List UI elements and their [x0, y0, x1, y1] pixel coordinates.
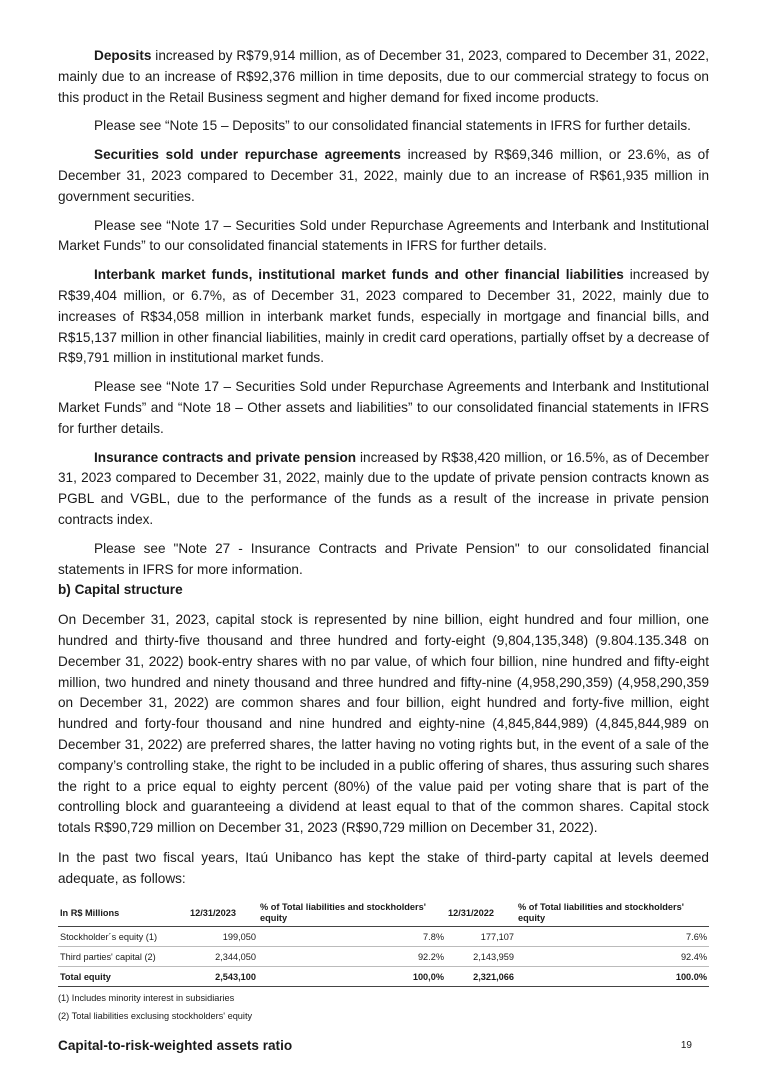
deposits-text: increased by R$79,914 million, as of December 31, 2023, compared to December 31, 2022, mainly due to an increase of R$92,376 million in time deposits, due to our commercial strategy to focus on this product in the Retail Business segment and higher demand for fixed income products. — [58, 48, 709, 105]
page-number: 19 — [680, 1040, 692, 1051]
table-cell: 92.2% — [258, 947, 446, 967]
ratio-heading: Capital-to-risk-weighted assets ratio — [58, 1038, 293, 1054]
table-footnote: (2) Total liabilities exclusing stockholders' equity — [58, 1011, 253, 1022]
table-cell: 2,143,959 — [446, 947, 516, 967]
table-header: In R$ Millions — [58, 899, 188, 927]
deposits-note: Please see “Note 15 – Deposits” to our consolidated financial statements in IFRS for further details. — [94, 118, 691, 134]
table-cell: Third parties' capital (2) — [58, 947, 188, 967]
securities-lead: Securities sold under repurchase agreements — [94, 147, 401, 163]
table-cell: 7.8% — [258, 927, 446, 947]
table-cell: 2,321,066 — [446, 967, 516, 987]
table-header: % of Total liabilities and stockholders' equity — [258, 899, 446, 927]
table-cell: Stockholder´s equity (1) — [58, 927, 188, 947]
table-cell: 100.0% — [516, 967, 709, 987]
capital-structure-heading: b) Capital structure — [58, 582, 183, 598]
document-page — [58, 46, 709, 1053]
capital-structure-paragraph: On December 31, 2023, capital stock is represented by nine billion, eight hundred and four million, one hundred and thirty-five thousand and three hundred and forty-eight (9,804,135,348) (9.804.135.348 on December 31, 2022) book-entry shares with no par value, of which four billion, nine hundred and fifty-eight million, two hundred and ninety thousand and three hundred and fifty-nine (4,958,290,359) (4,958,290,359 on December 31, 2022) are common shares and four billion, eight hundred and forty-five million, eight hundred and forty-four thousand and nine hundred and eighty-nine (4,845,844,989) (4,845,844,989 on December 31, 2022) are preferred shares, the latter having no voting rights but, in the event of a sale of the company’s controlling stake, the right to be included in a public offering of shares, thus assuring such shares the right to a price equal to eighty percent (80%) of the value paid per voting share that is part of the controlling block and guaranteeing a dividend at least equal to that of the common shares. Capital stock totals R$90,729 million on December 31, 2023 (R$90,729 million on December 31, 2022). — [58, 612, 709, 836]
interbank-paragraph — [58, 265, 709, 369]
interbank-note: Please see “Note 17 – Securities Sold under Repurchase Agreements and Interbank and Institutional Market Funds” and “Note 18 – Other assets and liabilities” to our consolidated financial statements in IFRS for further details. — [58, 379, 709, 436]
table-total-row — [58, 967, 709, 987]
deposits-lead: Deposits — [94, 48, 152, 63]
table-row — [58, 947, 709, 967]
insurance-note: Please see "Note 27 - Insurance Contracts and Private Pension" to our consolidated financial statements in IFRS for more information. — [58, 540, 709, 577]
table-cell: 2,344,050 — [188, 947, 258, 967]
table-cell: 100,0% — [258, 967, 446, 987]
table-header: 12/31/2023 — [188, 899, 258, 927]
interbank-text: increased by R$39,404 million, or 6.7%, as of December 31, 2023 compared to December 31, 2022, mainly due to increases of R$34,058 million in interbank market funds, especially in mortgage and financial bills, and R$15,137 million in other financial liabilities, mainly in credit card operations, partially offset by a decrease of R$9,791 million in institutional market funds. — [58, 267, 710, 366]
insurance-text: increased by R$38,420 million, or 16.5%, as of December 31, 2023 compared to December 31, 2022, mainly due to the update of private pension contracts known as PGBL and VGBL, due to the performance of the funds as a result of the increase in private pension contracts index. — [58, 449, 709, 527]
table-cell: 2,543,100 — [188, 967, 258, 987]
insurance-paragraph — [58, 448, 709, 531]
table-cell: 7.6% — [516, 927, 709, 947]
table-cell: 92.4% — [516, 947, 709, 967]
table-row — [58, 927, 709, 947]
insurance-lead: Insurance contracts and private pension — [94, 449, 357, 465]
securities-text: increased by R$69,346 million, or 23.6%, as of December 31, 2023 compared to December 31, 2022, mainly due to an increase of R$61,935 million in government securities. — [58, 147, 710, 204]
table-header: 12/31/2022 — [446, 899, 516, 927]
table-header: % of Total liabilities and stockholders' equity — [516, 899, 709, 927]
interbank-lead: Interbank market funds, institutional market funds and other financial liabilities — [94, 267, 624, 283]
deposits-paragraph — [58, 46, 709, 108]
capital-table — [58, 899, 709, 987]
table-cell: Total equity — [58, 967, 188, 987]
table-cell: 177,107 — [446, 927, 516, 947]
securities-note: Please see “Note 17 – Securities Sold under Repurchase Agreements and Interbank and Institutional Market Funds” to our consolidated financial statements in IFRS for further details. — [58, 217, 709, 254]
table-header-row — [58, 899, 709, 927]
past-years-paragraph: In the past two fiscal years, Itaú Unibanco has kept the stake of third-party capital at levels deemed adequate, as follows: — [58, 849, 709, 886]
securities-paragraph — [58, 145, 709, 207]
table-cell: 199,050 — [188, 927, 258, 947]
table-footnote: (1) Includes minority interest in subsidiaries — [58, 993, 235, 1004]
